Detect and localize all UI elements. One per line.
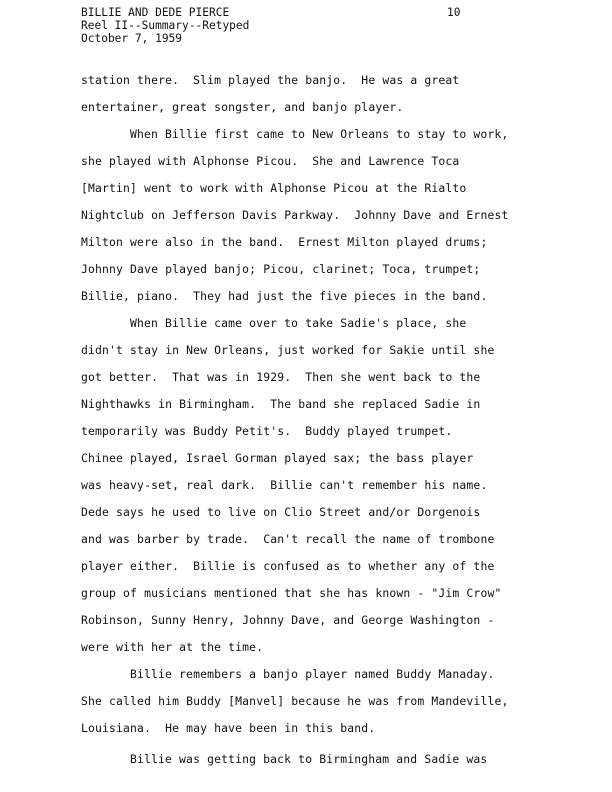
text-line: temporarily was Buddy Petit's. Buddy played trumpet. xyxy=(81,424,453,438)
page-number: 10 xyxy=(447,6,461,19)
text-line: She called him Buddy [Manvel] because he was from Mandeville, xyxy=(81,694,509,708)
text-line: Chinee played, Israel Gorman played sax; the bass player xyxy=(81,451,474,465)
text-line: station there. Slim played the banjo. He was a great xyxy=(81,73,460,87)
text-line: Robinson, Sunny Henry, Johnny Dave, and George Washington - xyxy=(81,613,495,627)
text-line: Billie was getting back to Birmingham and Sadie was xyxy=(130,752,488,766)
text-line: group of musicians mentioned that she has known - "Jim Crow" xyxy=(81,586,502,600)
text-line: and was barber by trade. Can't recall the name of trombone xyxy=(81,532,495,546)
text-line: Milton were also in the band. Ernest Milton played drums; xyxy=(81,235,488,249)
text-line: Billie remembers a banjo player named Buddy Manaday. xyxy=(130,667,495,681)
header-reel: Reel II--Summary--Retyped xyxy=(81,19,250,32)
text-line: Billie, piano. They had just the five pieces in the band. xyxy=(81,289,488,303)
text-line: Nightclub on Jefferson Davis Parkway. Johnny Dave and Ernest xyxy=(81,208,509,222)
text-line: Dede says he used to live on Clio Street and/or Dorgenois xyxy=(81,505,481,519)
text-line: got better. That was in 1929. Then she went back to the xyxy=(81,370,481,384)
text-line: When Billie first came to New Orleans to stay to work, xyxy=(130,127,509,141)
text-line: she played with Alphonse Picou. She and Lawrence Toca xyxy=(81,154,460,168)
text-line: When Billie came over to take Sadie's place, she xyxy=(130,316,467,330)
text-line: [Martin] went to work with Alphonse Picou at the Rialto xyxy=(81,181,467,195)
text-line: were with her at the time. xyxy=(81,640,264,654)
header-title: BILLIE AND DEDE PIERCE xyxy=(81,6,230,19)
text-line: was heavy-set, real dark. Billie can't remember his name. xyxy=(81,478,488,492)
text-line: Louisiana. He may have been in this band. xyxy=(81,721,376,735)
text-line: entertainer, great songster, and banjo player. xyxy=(81,100,404,114)
text-line: Nighthawks in Birmingham. The band she replaced Sadie in xyxy=(81,397,481,411)
text-line: player either. Billie is confused as to whether any of the xyxy=(81,559,495,573)
text-line: Johnny Dave played banjo; Picou, clarinet; Toca, trumpet; xyxy=(81,262,481,276)
text-line: didn't stay in New Orleans, just worked for Sakie until she xyxy=(81,343,495,357)
header-date: October 7, 1959 xyxy=(81,32,183,45)
